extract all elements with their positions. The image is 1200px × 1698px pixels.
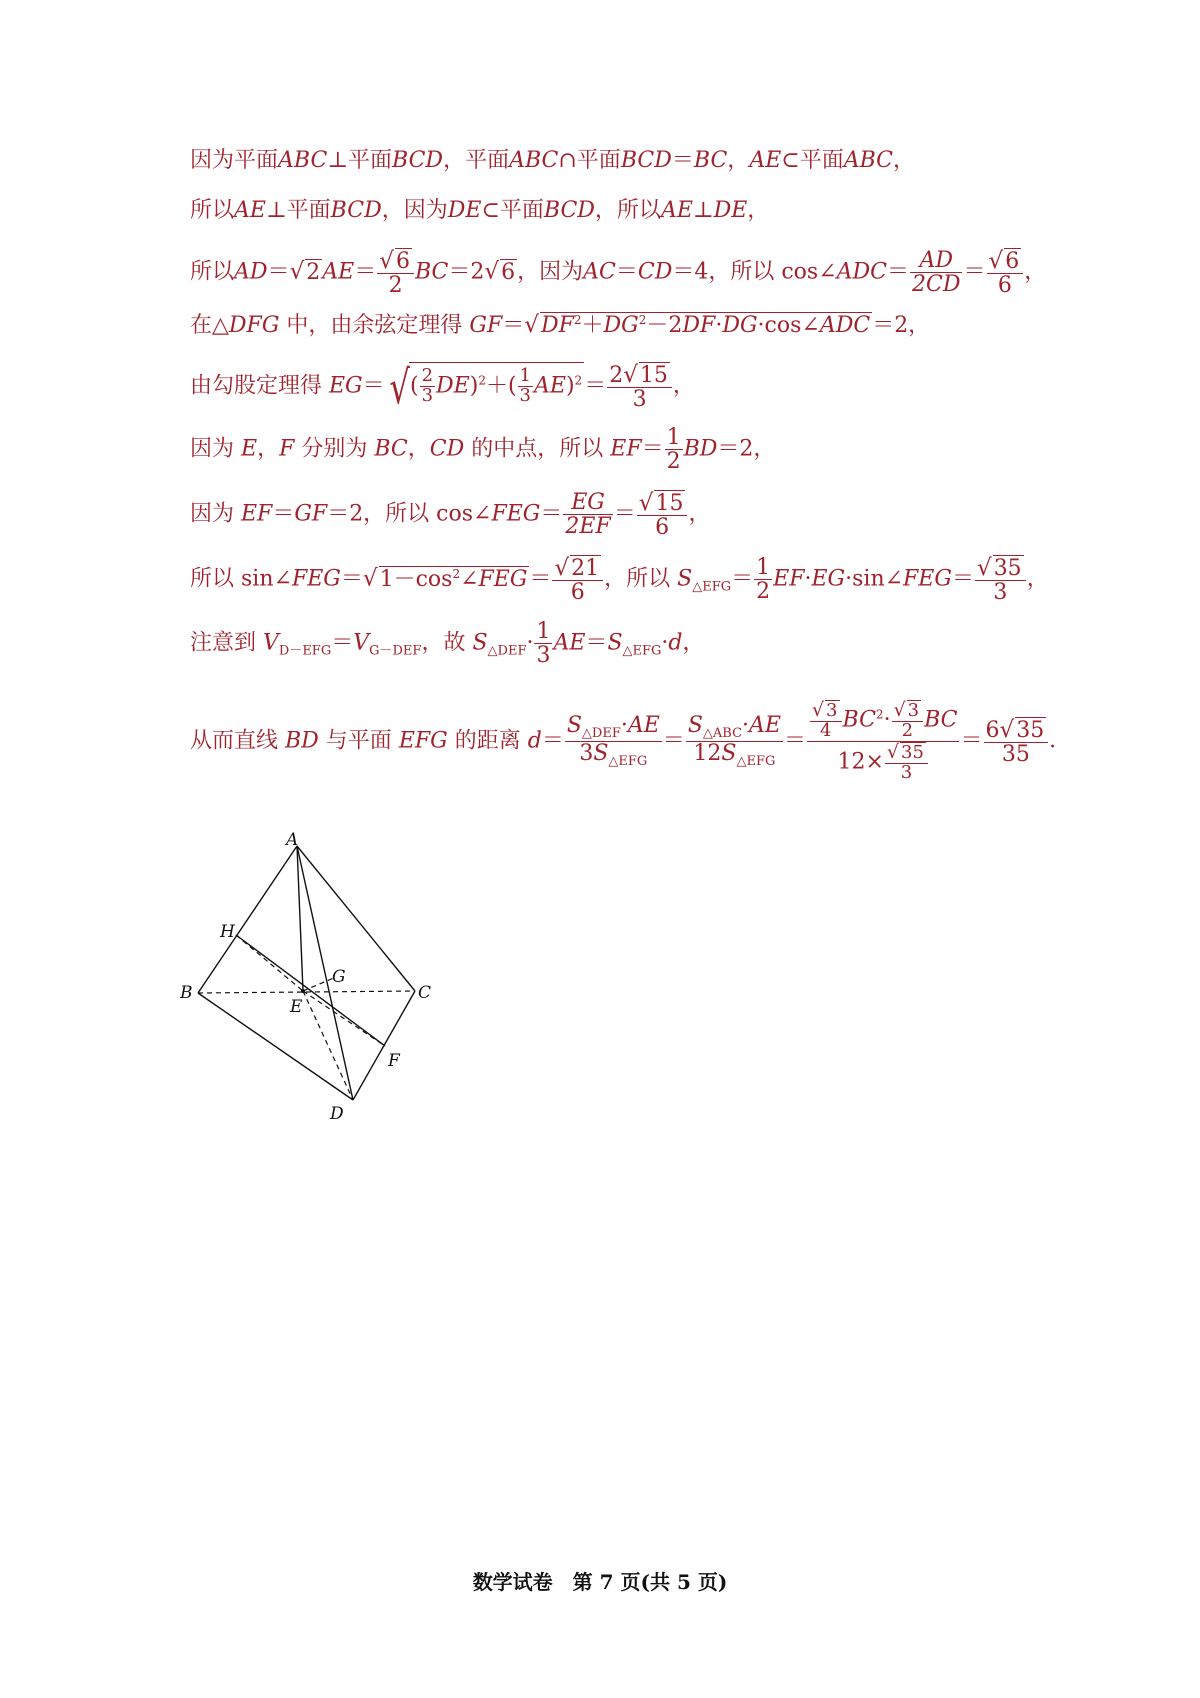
subscript: D－EFG — [278, 643, 332, 659]
var: GF — [294, 501, 328, 527]
radical-sign: √ — [289, 258, 305, 285]
radicand — [379, 566, 530, 591]
text: ＝ — [887, 259, 910, 285]
denominator: 3 — [536, 643, 551, 669]
var: DF — [540, 313, 574, 338]
numerator: 1 — [536, 619, 551, 644]
text: ， — [407, 436, 430, 462]
denominator: 6 — [997, 273, 1012, 299]
label-E: E — [290, 997, 303, 1017]
solution-line-7 — [190, 490, 710, 539]
var: S — [566, 713, 582, 739]
text: ⊂平面 — [781, 148, 844, 173]
solution-line-2 — [190, 200, 769, 222]
text: 注意到 — [190, 630, 263, 656]
var: GF — [469, 313, 503, 338]
text: 因为平面 — [190, 148, 279, 173]
text: ＝ — [340, 566, 363, 592]
var: AC — [583, 259, 616, 285]
fraction — [987, 248, 1024, 297]
text: ，所以 — [604, 566, 678, 592]
var: AD — [234, 259, 268, 285]
text: 中，由余弦定理得 — [279, 313, 470, 338]
subscript: △EFG — [608, 753, 648, 769]
numerator: EG — [563, 491, 612, 515]
label-H: H — [220, 922, 235, 942]
radicand: 3 — [826, 700, 838, 721]
var: AE — [749, 148, 782, 173]
label-B: B — [180, 983, 193, 1003]
var: S — [687, 713, 703, 739]
text: ， — [1026, 566, 1049, 592]
denominator: 3 — [993, 580, 1008, 606]
fraction — [420, 367, 435, 406]
var: ABC — [843, 148, 893, 173]
label-D: D — [330, 1104, 344, 1124]
radical-sign: √ — [812, 699, 825, 721]
var: EFG — [398, 728, 448, 754]
text: ＋( — [485, 373, 517, 399]
text: ＝ — [584, 373, 607, 399]
subscript: △EFG — [692, 579, 732, 595]
fraction — [885, 742, 928, 783]
var: AE — [534, 373, 566, 399]
radicand: 35 — [1016, 717, 1045, 743]
radicand — [540, 312, 872, 337]
exponent: 2 — [478, 373, 486, 388]
radical-sign: √ — [623, 362, 638, 388]
coefficient: 2 — [609, 363, 624, 388]
segment-HE-hidden — [236, 935, 303, 991]
exponent: 2 — [574, 373, 583, 388]
radical-sign: √ — [484, 258, 500, 285]
var: FEG — [903, 566, 952, 592]
text: ＝2， — [872, 313, 931, 338]
radical-sign: √ — [389, 359, 410, 414]
edge-AB — [198, 846, 297, 993]
radicand: 35 — [901, 741, 924, 763]
var: EF — [241, 501, 273, 527]
text: ＝ — [331, 630, 354, 656]
text: ∠ — [460, 566, 479, 592]
text: 分别为 — [294, 436, 375, 462]
var: E — [241, 436, 258, 462]
var: FEG — [291, 566, 341, 592]
subscript: △DEF — [581, 726, 621, 742]
subscript: △ABC — [702, 726, 743, 742]
text: ， — [1024, 259, 1047, 285]
text: 所以 — [190, 259, 235, 285]
denominator: 2 — [388, 273, 403, 299]
numerator: 1 — [519, 365, 531, 387]
text: 的距离 — [447, 728, 528, 754]
exponent: 2 — [573, 313, 582, 327]
numerator: 1 — [756, 555, 771, 581]
var: ·AE — [620, 713, 660, 739]
text: ⊥平面 — [265, 198, 331, 223]
radicand: 35 — [993, 556, 1022, 581]
coefficient: 3 — [579, 740, 594, 766]
var: BC — [924, 707, 958, 733]
var: S — [607, 630, 623, 656]
var: BCD — [620, 148, 672, 173]
text: 与平面 — [318, 728, 399, 754]
denominator: 2EF — [565, 514, 611, 540]
denominator: 3 — [519, 385, 531, 407]
text: · — [715, 313, 723, 338]
text: 12× — [837, 749, 884, 775]
text: ＝2， — [717, 436, 776, 462]
text: 由勾股定理得 — [190, 373, 329, 399]
text: ·cos∠ — [757, 313, 820, 338]
text: 从而直线 — [190, 728, 285, 754]
fraction — [552, 555, 603, 604]
solution-line-10: 从而直线 BD 与平面 EFG 的距离 d＝ $\frac{S_{\triangle DEF}\cdot AE}{3S_{\triangle EFG}}$ ＝ $\frac{S_{\triangle ABC}\cdot AE}{12S_{\triangle EFG}}$ ＝ $\frac{√ 3}{4}$ $BC^2\cdot$ $\frac{√ 3}{2}$ BC 12× $\frac{√ 35}{3}$ ＝ $\frac{6√35}{35}$ ． — [190, 699, 1072, 783]
text: 在△ — [190, 313, 229, 338]
radical-sign: √ — [886, 740, 900, 763]
text: ＝2，所以 cos∠ — [327, 501, 492, 527]
fraction — [810, 700, 842, 741]
var: AE — [322, 259, 355, 285]
solution-line-1 — [190, 150, 915, 172]
var: DE — [436, 373, 470, 399]
label-G: G — [332, 967, 346, 987]
text: ＝4，所以 cos∠ — [672, 259, 837, 285]
var: S — [721, 740, 737, 766]
radical-sign: √ — [638, 490, 654, 516]
radicand: 15 — [639, 363, 668, 388]
text: ， — [682, 630, 705, 656]
solution-line-4 — [190, 312, 930, 337]
text: 1－cos — [379, 566, 453, 592]
text: ＝ — [267, 259, 290, 285]
label-F: F — [388, 1051, 400, 1071]
text: 的中点，所以 — [464, 436, 611, 462]
text: ． — [1049, 728, 1072, 754]
text: ·sin∠ — [845, 566, 904, 592]
var: ABC — [278, 148, 328, 173]
numerator: 1 — [666, 425, 681, 450]
denominator: 3 — [900, 761, 913, 783]
text: ， — [893, 148, 916, 173]
denominator: 3 — [632, 387, 647, 413]
radicand: 2 — [306, 259, 321, 285]
var: AE — [553, 630, 586, 656]
var: AE — [234, 198, 266, 223]
solution-line-8 — [190, 555, 1049, 604]
var: d — [668, 630, 683, 656]
text: ∩平面 — [558, 148, 621, 173]
text: ， — [257, 436, 280, 462]
exponent: 2 — [875, 707, 884, 722]
var: BC — [842, 707, 876, 733]
fraction — [665, 426, 683, 473]
var: DF — [682, 313, 716, 338]
exponent: 2 — [452, 566, 461, 581]
text: ＝ — [541, 728, 564, 754]
solution-line-6 — [190, 426, 775, 473]
text: ＝ — [641, 436, 664, 462]
radicand: ( $\frac{2}{3}$ DE)$^2$＋( $\frac{1}{3}$ AE)$^2$ — [409, 362, 584, 406]
var: DG — [722, 313, 758, 338]
var: DG — [603, 313, 639, 338]
var: BC — [374, 436, 408, 462]
solution-line-3 — [190, 248, 1046, 297]
denominator: 2CD — [912, 272, 961, 298]
label-A: A — [286, 830, 299, 850]
var: DFG — [228, 313, 280, 338]
fraction — [563, 491, 612, 538]
text: ＋ — [581, 313, 604, 338]
radicand: 15 — [655, 491, 684, 516]
var: BCD — [392, 148, 444, 173]
text: ＝ — [951, 566, 974, 592]
radicand: 6 — [395, 249, 410, 274]
text: ＝ — [671, 148, 694, 173]
var: EG — [811, 566, 846, 592]
numerator: AD — [910, 249, 962, 273]
var: ·AE — [742, 713, 781, 739]
radical-sign: √ — [976, 555, 992, 581]
var: BCD — [330, 198, 382, 223]
text: · — [526, 630, 534, 656]
text: ⊥ — [692, 198, 714, 223]
edge-AC — [297, 846, 415, 991]
fraction — [754, 556, 772, 603]
text: ， — [727, 148, 750, 173]
denominator: 6 — [655, 515, 670, 541]
text: ＝2 — [448, 259, 485, 285]
radical-sign: √ — [893, 699, 906, 721]
var: DE — [447, 198, 482, 223]
var: S — [677, 566, 693, 592]
var: FEG — [478, 566, 528, 592]
var: BCD — [543, 198, 595, 223]
text: ＝ — [540, 501, 563, 527]
fraction — [607, 362, 672, 411]
denominator: 3 — [421, 385, 434, 407]
fraction — [807, 700, 959, 783]
text: ，所以 — [594, 198, 661, 223]
var: EF — [773, 566, 805, 592]
radicand: 6 — [501, 259, 516, 285]
segment-HF — [236, 935, 385, 1046]
fraction — [518, 367, 533, 406]
fraction — [637, 490, 688, 539]
exponent: 2 — [638, 313, 647, 327]
text: ＝ — [272, 501, 295, 527]
text: 所以 sin∠ — [190, 566, 292, 592]
text: ⊂平面 — [481, 198, 544, 223]
text: ，因为 — [517, 259, 584, 285]
text: · — [661, 630, 669, 656]
var: d — [527, 728, 542, 754]
text: 因为 — [190, 436, 241, 462]
text: ， — [672, 373, 695, 399]
text: ， — [688, 501, 711, 527]
solution-line-5 — [190, 359, 695, 414]
text: · — [804, 566, 812, 592]
var: V — [353, 630, 370, 656]
text: ＝ — [354, 259, 377, 285]
text: ＝ — [963, 259, 986, 285]
radical-sign: √ — [362, 565, 378, 592]
text: ⊥平面 — [327, 148, 393, 173]
fraction — [686, 714, 783, 768]
subscript: △EFG — [622, 643, 662, 659]
var: EG — [329, 373, 363, 399]
coefficient: 6 — [985, 717, 1000, 743]
denominator: 35 — [1001, 741, 1030, 767]
point-E — [301, 989, 305, 993]
var: ADC — [819, 313, 871, 338]
subscript: G－DEF — [369, 643, 422, 659]
fraction — [377, 248, 414, 297]
var: S — [593, 740, 609, 766]
text: ， — [747, 198, 770, 223]
text: ＝ — [502, 313, 525, 338]
text: ，平面 — [443, 148, 510, 173]
text: 因为 — [190, 501, 241, 527]
text: ，故 — [421, 630, 473, 656]
var: CD — [429, 436, 465, 462]
coefficient: 12 — [693, 740, 722, 766]
text: ＝ — [731, 566, 754, 592]
text: －2 — [646, 313, 683, 338]
edge-BD — [198, 993, 353, 1100]
text: ＝ — [529, 566, 552, 592]
page-footer: 数学试卷 第 7 页(共 5 页) — [472, 1570, 728, 1594]
var: S — [472, 630, 488, 656]
var: AE — [660, 198, 693, 223]
fraction — [984, 717, 1049, 766]
var: ADC — [836, 259, 887, 285]
text: · — [883, 707, 891, 733]
subscript: △EFG — [736, 753, 776, 769]
radical-sign: √ — [988, 248, 1004, 274]
var: EF — [610, 436, 642, 462]
fraction — [910, 249, 962, 296]
radical-sign: √ — [554, 555, 570, 581]
denominator: 2 — [901, 719, 914, 741]
solution-line-9 — [190, 620, 705, 667]
radicand: 21 — [571, 556, 600, 581]
text: ，因为 — [381, 198, 448, 223]
text: ＝ — [362, 373, 385, 399]
var: BC — [414, 259, 449, 285]
var: FEG — [491, 501, 541, 527]
radical-sign: √ — [379, 248, 394, 274]
text: ＝ — [613, 501, 636, 527]
radicand: 6 — [1005, 249, 1020, 274]
numerator: 2 — [421, 365, 434, 387]
fraction — [534, 620, 552, 667]
radical-sign: √ — [999, 716, 1015, 743]
text: 所以 — [190, 198, 235, 223]
var: BD — [285, 728, 319, 754]
text: ＝ — [615, 259, 638, 285]
radical-sign: √ — [524, 312, 539, 338]
denominator: 2 — [756, 579, 771, 605]
var: BC — [693, 148, 728, 173]
subscript: △DEF — [487, 643, 527, 659]
fraction — [565, 714, 662, 768]
var: V — [263, 630, 279, 656]
radicand: 3 — [907, 700, 920, 721]
var: CD — [637, 259, 673, 285]
var: DE — [713, 198, 748, 223]
label-C: C — [418, 983, 432, 1003]
fraction — [892, 700, 924, 741]
var: F — [279, 436, 295, 462]
denominator: 2 — [666, 449, 681, 475]
text: ＝ — [585, 630, 608, 656]
denominator: 4 — [820, 719, 832, 741]
var: ABC — [509, 148, 559, 173]
var: BD — [683, 436, 718, 462]
tetrahedron-figure — [180, 825, 460, 1125]
fraction — [975, 555, 1026, 604]
denominator: 6 — [570, 580, 585, 606]
